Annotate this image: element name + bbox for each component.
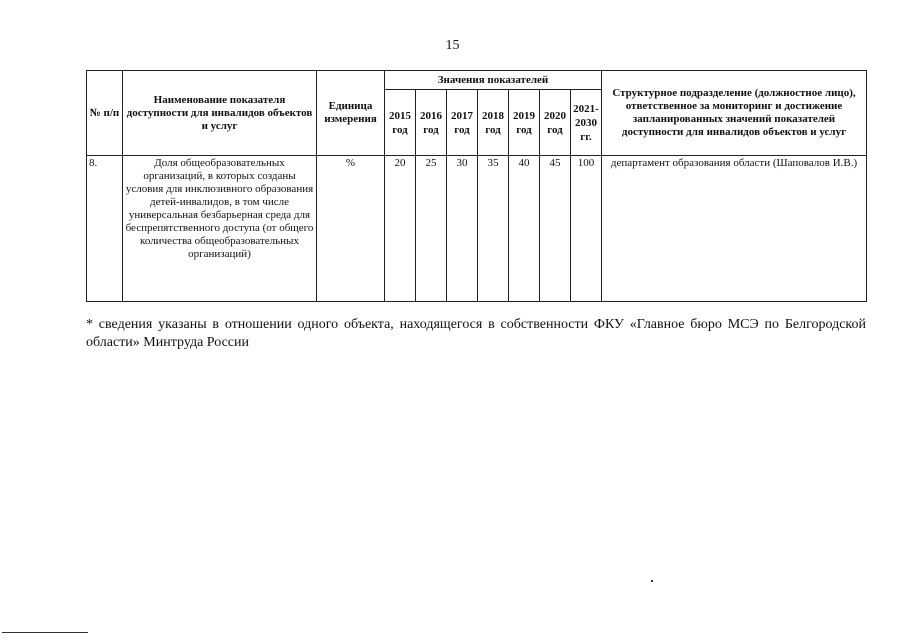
- row-value-2020: 45: [540, 156, 571, 302]
- header-year-2019: 2019 год: [509, 90, 540, 156]
- table-row: [87, 156, 867, 302]
- header-year-2018: 2018 год: [478, 90, 509, 156]
- row-indicator-name: Доля общеобразовательных организаций, в которых созданы условия для инклюзивного образования детей-инвалидов, в том числе универсальная безбарьерная среда для беспрепятственного доступа (от общего количества общеобразовательных организаций): [123, 156, 317, 302]
- row-value-2021-2030: 100: [571, 156, 602, 302]
- stray-dot: [651, 580, 653, 582]
- header-responsible: Структурное подразделение (должностное лицо), ответственное за мониторинг и достижение запланированных значений показателей доступности для инвалидов объектов и услуг: [602, 71, 867, 156]
- row-unit: %: [317, 156, 385, 302]
- header-num: № п/п: [87, 71, 123, 156]
- header-year-2020: 2020 год: [540, 90, 571, 156]
- footnote: * сведения указаны в отношении одного объекта, находящегося в собственности ФКУ «Главное бюро МСЭ по Белгородской области» Минтруда России: [86, 317, 866, 350]
- row-value-2016: 25: [416, 156, 447, 302]
- bottom-divider: [2, 632, 88, 633]
- indicators-table: [86, 70, 867, 302]
- header-year-2017: 2017 год: [447, 90, 478, 156]
- page-number: 15: [445, 38, 460, 53]
- header-values-group: Значения показателей: [385, 71, 602, 90]
- row-value-2018: 35: [478, 156, 509, 302]
- header-year-2016: 2016 год: [416, 90, 447, 156]
- header-unit: Единица измерения: [317, 71, 385, 156]
- header-row-1: [87, 71, 867, 90]
- row-value-2019: 40: [509, 156, 540, 302]
- header-year-2021-2030: 2021-2030 гг.: [571, 90, 602, 156]
- row-responsible: департамент образования области (Шаповалов И.В.): [602, 156, 867, 302]
- row-num: 8.: [87, 156, 123, 302]
- row-value-2017: 30: [447, 156, 478, 302]
- header-year-2015: 2015 год: [385, 90, 416, 156]
- row-value-2015: 20: [385, 156, 416, 302]
- header-indicator-name: Наименование показателя доступности для инвалидов объектов и услуг: [123, 71, 317, 156]
